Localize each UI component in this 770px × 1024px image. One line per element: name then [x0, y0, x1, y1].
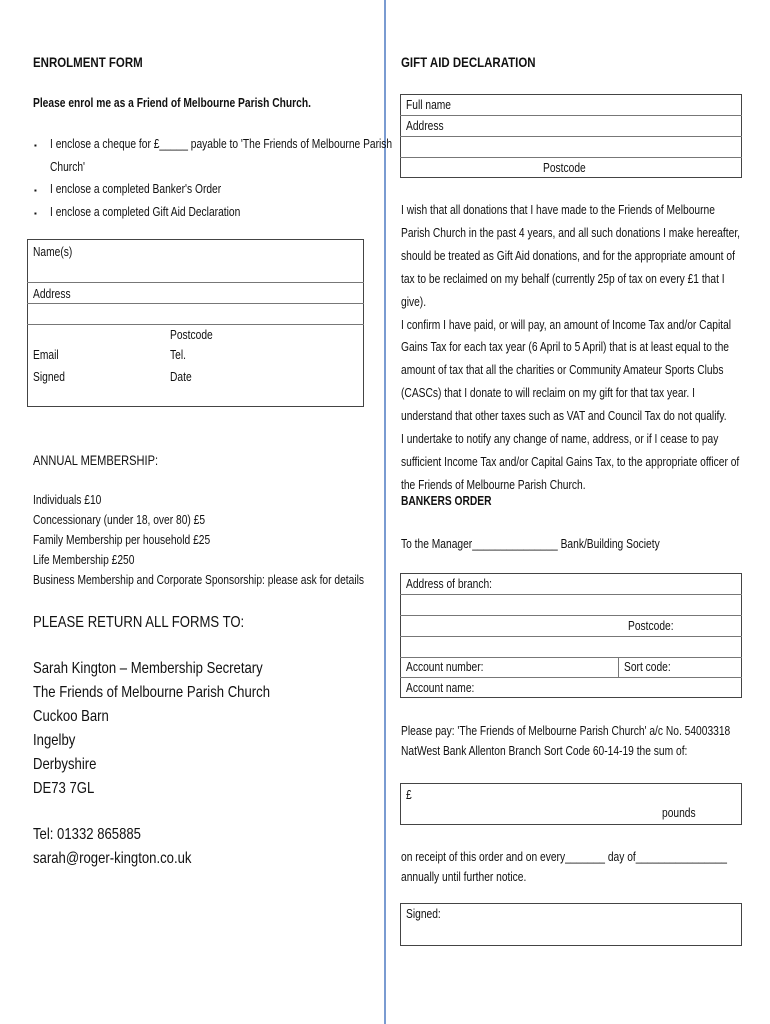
- declaration-text: [401, 199, 741, 497]
- enrolment-title: ENROLMENT FORM: [33, 54, 143, 70]
- option-cheque-cont: Church': [50, 160, 86, 174]
- return-title: PLEASE RETURN ALL FORMS TO:: [33, 614, 245, 631]
- address-field[interactable]: Address: [33, 287, 71, 301]
- account-number-field[interactable]: Account number:: [406, 660, 484, 674]
- gift-aid-title: GIFT AID DECLARATION: [401, 54, 536, 70]
- option-cheque: I enclose a cheque for £_____ payable to 'The Friends of Melbourne Parish: [50, 137, 393, 151]
- membership-item: Family Membership per household £25: [33, 533, 211, 547]
- declaration-paragraph: I undertake to notify any change of name, address, or if I cease to pay sufficient Income Tax and/or Capital Gains Tax, to the appropriate officer of the Friends of Melbourne Parish Church.: [401, 432, 740, 492]
- declaration-paragraph: I wish that all donations that I have made to the Friends of Melbourne Parish Church in the past 4 years, and all such donations I make hereafter, should be treated as Gift Aid donations, and for the appropriate amount of tax to be reclaimed on my behalf (currently 25p of tax on every £1 that I give).: [401, 203, 741, 309]
- signature-box[interactable]: [400, 903, 742, 946]
- full-name-field[interactable]: Full name: [406, 98, 452, 112]
- signed-field[interactable]: Signed: [33, 370, 65, 384]
- currency-symbol: £: [406, 788, 412, 802]
- postcode-field[interactable]: Postcode: [170, 328, 213, 342]
- gift-address-field[interactable]: Address: [406, 119, 444, 133]
- receipt-text: on receipt of this order and on every_______ day of________________ annually until further notice.: [401, 850, 727, 884]
- please-pay-text: Please pay: 'The Friends of Melbourne Parish Church' a/c No. 54003318 NatWest Bank Allenton Branch Sort Code 60-14-19 the sum of:: [401, 724, 731, 758]
- branch-address-field[interactable]: Address of branch:: [406, 577, 493, 591]
- membership-item: Individuals £10: [33, 493, 102, 507]
- bullet-icon: ▪: [34, 141, 37, 150]
- email-field[interactable]: Email: [33, 348, 59, 362]
- option-bankers-order: I enclose a completed Banker's Order: [50, 182, 222, 196]
- return-address-line: Sarah Kington – Membership Secretary: [33, 660, 263, 677]
- return-address-line: Derbyshire: [33, 756, 97, 773]
- return-address-line: Ingelby: [33, 732, 76, 749]
- return-address-line: Cuckoo Barn: [33, 708, 109, 725]
- option-gift-aid: I enclose a completed Gift Aid Declaration: [50, 205, 241, 219]
- return-address-line: The Friends of Melbourne Parish Church: [33, 684, 271, 701]
- membership-item: Life Membership £250: [33, 553, 135, 567]
- signed-label: Signed:: [406, 907, 441, 921]
- to-manager-line[interactable]: To the Manager_______________ Bank/Building Society: [401, 537, 660, 551]
- enrolment-details-box: [27, 239, 364, 407]
- membership-title: ANNUAL MEMBERSHIP:: [33, 453, 159, 468]
- date-field[interactable]: Date: [170, 370, 192, 384]
- bullet-icon: ▪: [34, 209, 37, 218]
- enrolment-intro: Please enrol me as a Friend of Melbourne Parish Church.: [33, 96, 311, 110]
- sort-code-field[interactable]: Sort code:: [624, 660, 671, 674]
- pounds-label: pounds: [662, 806, 696, 820]
- column-divider: [384, 0, 386, 1024]
- names-field[interactable]: Name(s): [33, 245, 73, 259]
- branch-postcode-field[interactable]: Postcode:: [628, 619, 674, 633]
- tel-field[interactable]: Tel.: [170, 348, 186, 362]
- return-address-line: DE73 7GL: [33, 780, 95, 797]
- return-tel: Tel: 01332 865885: [33, 826, 141, 843]
- return-email[interactable]: sarah@roger-kington.co.uk: [33, 850, 192, 867]
- bankers-order-title: BANKERS ORDER: [401, 494, 492, 508]
- membership-item: Concessionary (under 18, over 80) £5: [33, 513, 206, 527]
- membership-item: Business Membership and Corporate Sponsorship: please ask for details: [33, 573, 365, 587]
- bullet-icon: ▪: [34, 186, 37, 195]
- gift-postcode-field[interactable]: Postcode: [543, 161, 586, 175]
- declaration-paragraph: I confirm I have paid, or will pay, an amount of Income Tax and/or Capital Gains Tax for each tax year (6 April to 5 April) that is at least equal to the amount of tax that all the charities or Community Amateur Sports Clubs (CASCs) that I donate to will reclaim on my gift for that tax year. I understand that other taxes such as VAT and Council Tax do not qualify.: [401, 317, 732, 424]
- account-name-field[interactable]: Account name:: [406, 681, 475, 695]
